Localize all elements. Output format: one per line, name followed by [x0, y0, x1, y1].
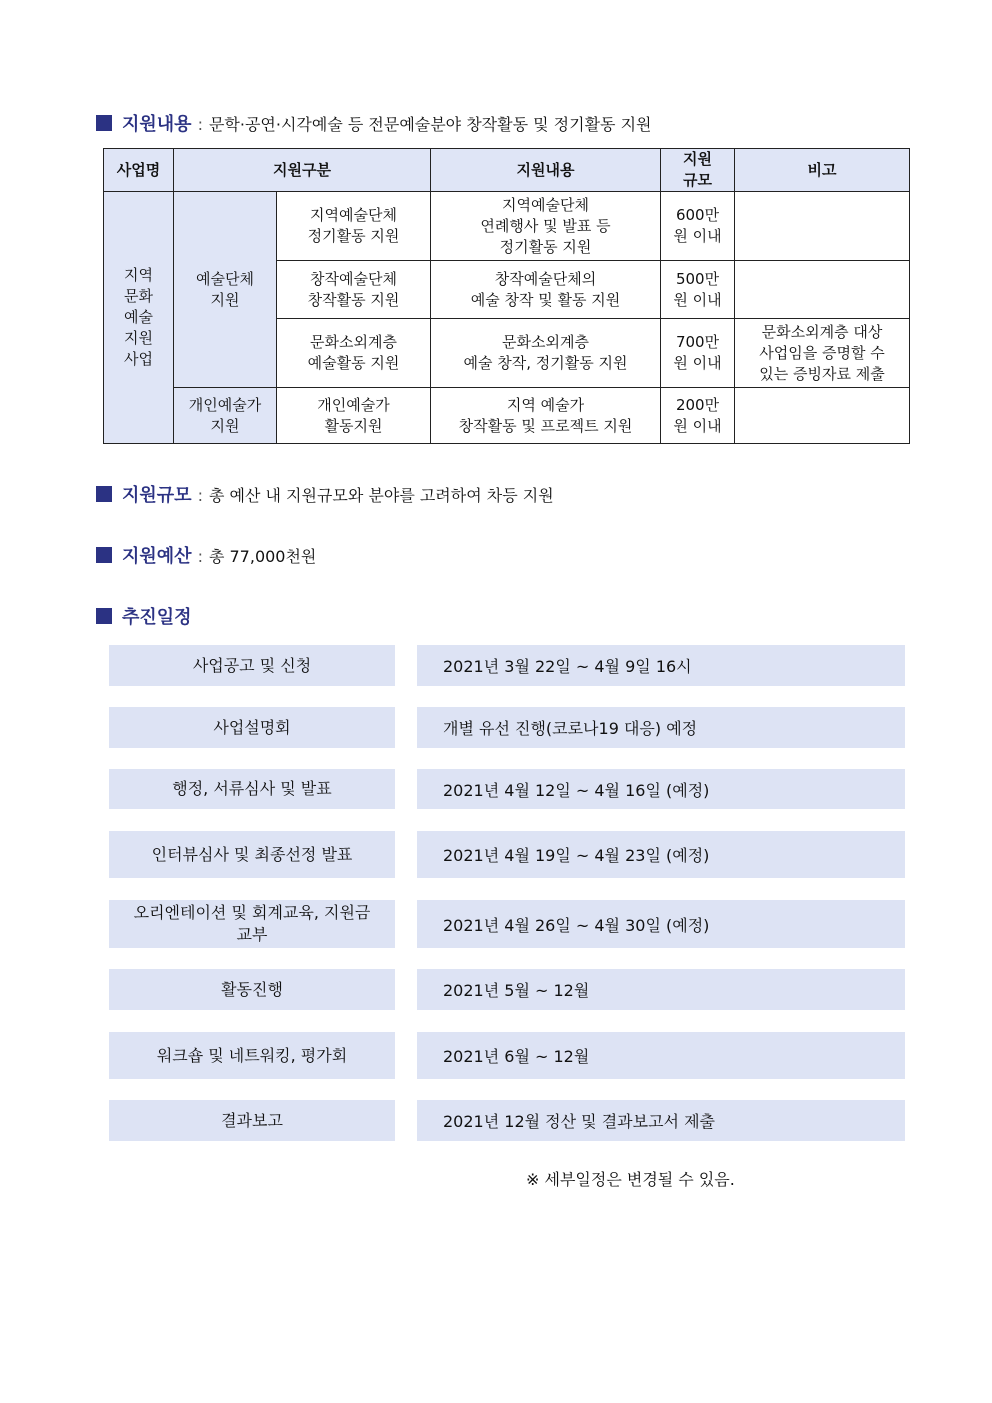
schedule-value: 2021년 3월 22일 ~ 4월 9일 16시 [417, 645, 905, 686]
section-title: 지원예산 [122, 546, 192, 567]
header-program: 사업명 [104, 149, 174, 192]
header-category: 지원구분 [174, 149, 431, 192]
note-cell: 문화소외계층 대상 사업임을 증명할 수 있는 증빙자료 제출 [735, 319, 910, 388]
square-bullet-icon [96, 608, 112, 624]
section-heading-budget: 지원예산 : 총 77,000천원 [96, 542, 316, 568]
header-amount: 지원 규모 [661, 149, 735, 192]
section-heading-scale: 지원규모 : 총 예산 내 지원규모와 분야를 고려하여 차등 지원 [96, 481, 554, 507]
sub-cell: 창작예술단체 창작활동 지원 [277, 261, 431, 319]
schedule-label: 인터뷰심사 및 최종선정 발표 [109, 831, 395, 878]
group-org-cell: 예술단체 지원 [174, 192, 277, 388]
section-desc: 문학·공연·시각예술 등 전문예술분야 창작활동 및 정기활동 지원 [208, 114, 652, 134]
schedule-value: 2021년 4월 19일 ~ 4월 23일 (예정) [417, 831, 905, 878]
support-table [103, 148, 910, 444]
section-desc: 총 예산 내 지원규모와 분야를 고려하여 차등 지원 [208, 485, 554, 505]
content-cell: 지역예술단체 연례행사 및 발표 등 정기활동 지원 [431, 192, 661, 261]
table-header-row [104, 149, 910, 192]
sub-cell: 문화소외계층 예술활동 지원 [277, 319, 431, 388]
schedule-label: 행정, 서류심사 및 발표 [109, 769, 395, 809]
sub-cell: 개인예술가 활동지원 [277, 388, 431, 444]
header-note: 비고 [735, 149, 910, 192]
section-heading-schedule [96, 603, 192, 629]
amount-cell: 600만 원 이내 [661, 192, 735, 261]
schedule-row [109, 1100, 905, 1141]
program-cell: 지역 문화 예술 지원 사업 [104, 192, 174, 444]
table-row [104, 388, 910, 444]
note-cell [735, 192, 910, 261]
schedule-row [109, 707, 905, 748]
schedule-row [109, 969, 905, 1010]
schedule-label: 결과보고 [109, 1100, 395, 1141]
schedule-value: 2021년 4월 26일 ~ 4월 30일 (예정) [417, 900, 905, 948]
content-cell: 문화소외계층 예술 창작, 정기활동 지원 [431, 319, 661, 388]
note-cell [735, 261, 910, 319]
schedule-label: 사업설명회 [109, 707, 395, 748]
square-bullet-icon [96, 115, 112, 131]
amount-cell: 500만 원 이내 [661, 261, 735, 319]
schedule-row [109, 769, 905, 809]
header-content: 지원내용 [431, 149, 661, 192]
schedule-value: 개별 유선 진행(코로나19 대응) 예정 [417, 707, 905, 748]
section-title: 추진일정 [122, 607, 192, 628]
schedule-label: 워크숍 및 네트워킹, 평가회 [109, 1032, 395, 1079]
section-heading-content: 지원내용 : 문학·공연·시각예술 등 전문예술분야 창작활동 및 정기활동 지원 [96, 110, 652, 136]
table-row [104, 192, 910, 261]
schedule-value: 2021년 12월 정산 및 결과보고서 제출 [417, 1100, 905, 1141]
amount-cell: 200만 원 이내 [661, 388, 735, 444]
schedule-row [109, 1032, 905, 1079]
section-title: 지원규모 [122, 485, 192, 506]
content-cell: 창작예술단체의 예술 창작 및 활동 지원 [431, 261, 661, 319]
schedule-label: 오리엔테이션 및 회계교육, 지원금 교부 [109, 900, 395, 948]
footnote: ※ 세부일정은 변경될 수 있음. [526, 1170, 735, 1189]
content-cell: 지역 예술가 창작활동 및 프로젝트 지원 [431, 388, 661, 444]
section-desc: 총 77,000천원 [208, 546, 317, 566]
section-title: 지원내용 [122, 114, 192, 135]
schedule-row [109, 645, 905, 686]
schedule-row [109, 831, 905, 878]
schedule-label: 사업공고 및 신청 [109, 645, 395, 686]
schedule-value: 2021년 6월 ~ 12월 [417, 1032, 905, 1079]
square-bullet-icon [96, 486, 112, 502]
schedule-label: 활동진행 [109, 969, 395, 1010]
amount-cell: 700만 원 이내 [661, 319, 735, 388]
schedule-value: 2021년 4월 12일 ~ 4월 16일 (예정) [417, 769, 905, 809]
schedule-row [109, 900, 905, 948]
schedule-value: 2021년 5월 ~ 12월 [417, 969, 905, 1010]
sub-cell: 지역예술단체 정기활동 지원 [277, 192, 431, 261]
group-indiv-cell: 개인예술가 지원 [174, 388, 277, 444]
note-cell [735, 388, 910, 444]
square-bullet-icon [96, 547, 112, 563]
